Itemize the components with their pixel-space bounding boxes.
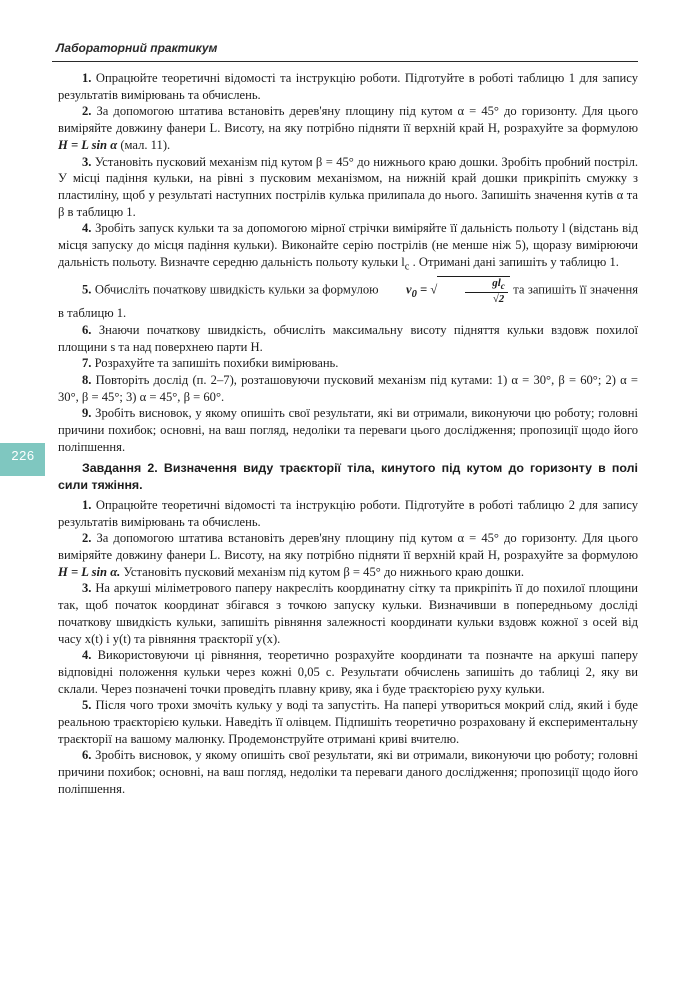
step-paragraph	[58, 103, 638, 153]
step-number: 3.	[82, 154, 92, 169]
step-number: 5.	[82, 698, 92, 713]
step-number: 8.	[82, 372, 92, 387]
step-number: 6.	[82, 748, 92, 763]
step-number: 7.	[82, 356, 92, 371]
subscript: c	[404, 261, 410, 273]
subscript: 0	[411, 288, 417, 300]
step-number: 6.	[82, 322, 92, 337]
formula-lhs: v	[405, 282, 412, 297]
step-paragraph	[58, 405, 638, 455]
step-text: Опрацюйте теоретичні відомості та інструкцію роботи. Підготуйте в роботі таблицю 1 для запису результатів вимірювань та обчислень.	[58, 71, 638, 102]
step-text: Зробіть висновок, у якому опишіть свої результати, які ви отримали, виконуючи цю роботу; головні причини похибок; основні, на ваш погляд, недоліки та переваги цього дослідження; пропозиції щодо його поліпшення.	[58, 406, 639, 454]
step-paragraph	[58, 355, 638, 372]
step-paragraph	[58, 580, 638, 647]
step-text: Після чого трохи змочіть кульку у воді та запустіть. На папері утвориться мокрий слід, який і буде реальною траєкторією кульки. Наведіть її олівцем. Підпишіть теоретично розраховану й експериментальну траєкторії на вашому малюнку. Продемонструйте отримані криві вчителю.	[58, 698, 638, 746]
step-paragraph	[58, 647, 638, 697]
step-paragraph	[58, 497, 638, 530]
step-paragraph	[58, 220, 638, 276]
step-text: За допомогою штатива встановіть дерев'яну площину під кутом α = 45° до горизонту. Для цього виміряйте довжину фанери L. Висоту, на яку потрібно підняти її верхній край H, розрахуйте за формулою	[58, 531, 638, 562]
step-number: 4.	[82, 221, 92, 236]
step-text: Знаючи початкову швидкість, обчисліть максимальну висоту підняття кульки вздовж похилої площини s та над поверхнею парти H.	[58, 322, 638, 354]
step-paragraph	[58, 322, 638, 355]
step-text: Обчисліть початкову швидкість кульки за формулою	[94, 282, 379, 297]
step-paragraph	[58, 372, 638, 405]
step-text: Використовуючи ці рівняння, теоретично розрахуйте координати та позначте на аркуші паперу відповідні положення кульки через кожні 0,05 с. Результати обчислень запишіть до таблиці 2, яку ви склали. Через позначені точки проведіть плавну криву, яка і буде траєкторією руху кульки.	[58, 648, 638, 696]
page-content	[58, 70, 638, 798]
step-tail: та запишіть її значення в таблицю 1.	[58, 282, 639, 321]
step-text: Опрацюйте теоретичні відомості та інструкцію роботи. Підготуйте в роботі таблицю 2 для запису результатів вимірювань та обчислень.	[58, 497, 638, 529]
step-paragraph	[58, 154, 638, 221]
fraction-numerator: $gl_c$	[465, 277, 508, 293]
subscript: c	[500, 281, 505, 292]
step-paragraph	[58, 70, 638, 103]
task1-steps	[58, 70, 638, 455]
step-text: Повторіть дослід (п. 2–7), розташовуючи пусковий механізм під кутами: 1) α = 30°, β = 60°; 2) α = 30°, β = 45°; 3) α = 45°, β = 60°.	[58, 372, 638, 404]
step-tail: Установіть пусковий механізм під кутом β = 45° до нижнього краю дошки.	[123, 564, 525, 579]
step-text: Зробіть запуск кульки та за допомогою мірної стрічки виміряйте її дальність польоту l (відстань від місця запуску до місця падіння кульки). Виконайте серію пострілів (не менше ніж 5), щоразу вимірюючи дальність польоту. Визначте середню дальність польоту кульки l	[58, 221, 639, 269]
step-paragraph	[58, 530, 638, 580]
step-text: Розрахуйте та запишіть похибки вимірювань.	[94, 356, 339, 371]
step-paragraph	[58, 697, 638, 747]
fraction	[465, 277, 508, 305]
step-number: 5.	[82, 282, 92, 297]
step-number: 1.	[82, 497, 92, 512]
step-text: На аркуші міліметрового паперу накресліть координатну сітку та прикріпіть її до похилої площини так, щоб початок координат збігався з точкою запуску кульки. Визначивши в попередньому досліді початкову швидкість кульки, запишіть рівняння залежності координати кульки вздовж кожної з осей від часу x(t) і y(t) та рівняння траєкторії y(x).	[58, 581, 638, 646]
step-number: 1.	[82, 71, 92, 85]
step-tail: (мал. 11).	[120, 137, 171, 152]
step-text: За допомогою штатива встановіть дерев'яну площину під кутом α = 45° до горизонту. Для цього виміряйте довжину фанери L. Висоту, на яку потрібно підняти її верхній край H, розрахуйте за формулою	[58, 104, 638, 136]
step-number: 3.	[82, 581, 92, 596]
step-tail: . Отримані дані запишіть у таблицю 1.	[412, 254, 619, 269]
step-paragraph	[58, 276, 638, 322]
formula: H = L sin α.	[58, 564, 121, 579]
task2-steps	[58, 497, 638, 798]
step-number: 4.	[82, 648, 92, 663]
page-number: 226	[11, 448, 35, 463]
header-title: Лабораторний практикум	[56, 41, 218, 55]
step-text: Зробіть висновок, у якому опишіть свої результати, які ви отримали, виконуючи цю роботу; головні причини похибок; основні, на ваш погляд, недоліки та переваги даного дослідження; пропозиції щодо його поліпшення.	[58, 748, 639, 796]
fraction-denominator: √2	[492, 293, 505, 306]
step-number: 2.	[82, 531, 92, 546]
step-text: Установіть пусковий механізм під кутом β = 45° до нижнього краю дошки. Зробіть пробний постріл. У місці падіння кульки, на рівні з пусковим механізмом, на нижній край дошки прикріпіть смужку з пластиліну, щоб у результаті наступних пострілів кулька прилипала до нього. Запишіть значення кутів α та β в таблицю 1.	[58, 154, 638, 219]
velocity-formula: $v_0$ = √ $\frac{gl_c}{√2}$	[382, 276, 510, 305]
step-number: 2.	[82, 104, 92, 119]
page-header	[52, 39, 638, 62]
formula: H = L sin α	[58, 137, 118, 152]
task2-title: Завдання 2. Визначення виду траєкторії тіла, кинутого під кутом до горизонту в полі сили тяжіння.	[58, 461, 638, 493]
step-number: 9.	[82, 406, 92, 421]
step-paragraph	[58, 747, 638, 797]
sqrt	[437, 276, 510, 305]
